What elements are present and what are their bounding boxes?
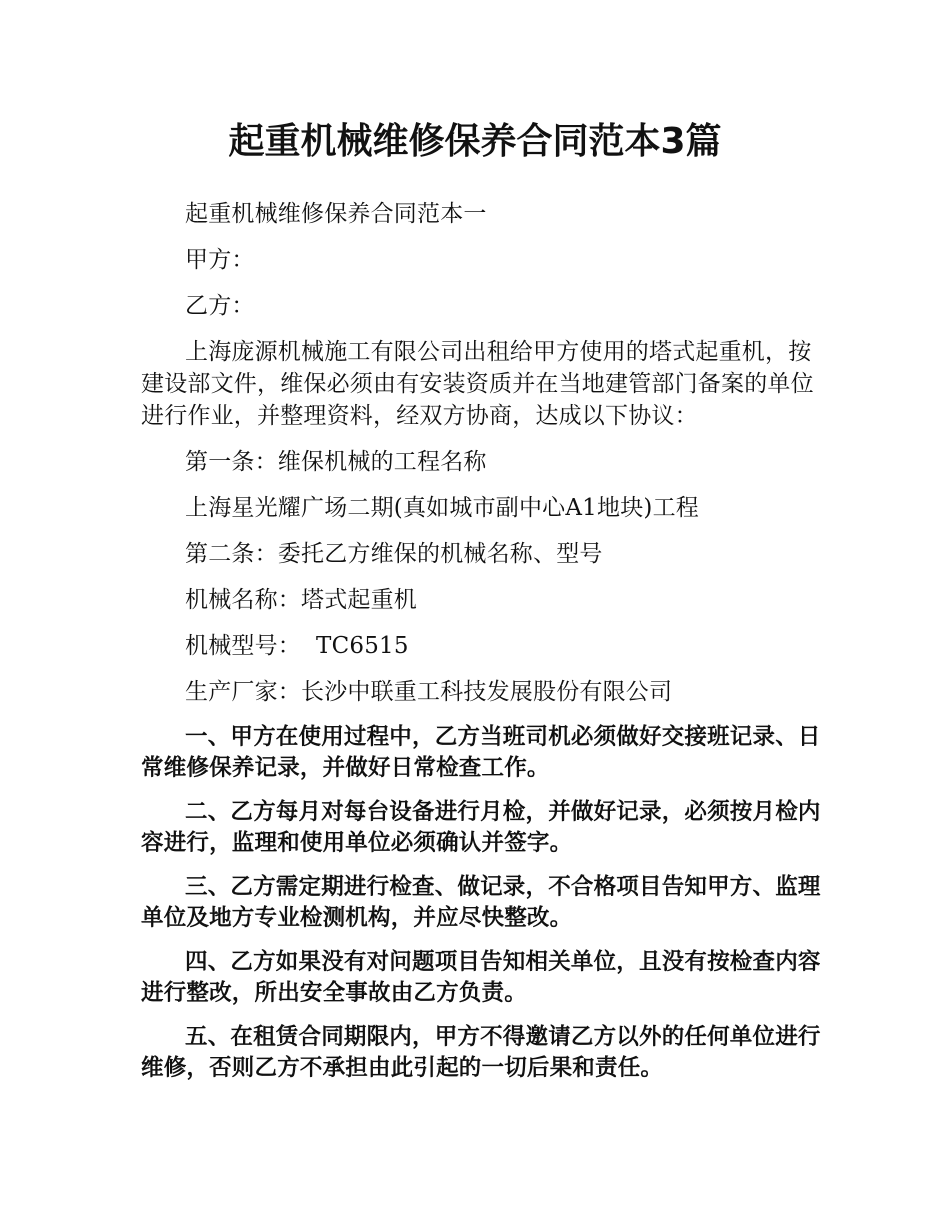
- section-heading: 起重机械维修保养合同范本一: [185, 201, 487, 227]
- party-a-line: 甲方：: [185, 247, 255, 273]
- clause-3: 三、乙方需定期进行检查、做记录，不合格项目告知甲方、监理单位及地方专业检测机构，并应尽快整改。: [141, 874, 821, 931]
- clause-4: 四、乙方如果没有对问题项目告知相关单位，且没有按检查内容进行整改，所出安全事故由乙方负责。: [141, 949, 821, 1006]
- machine-model: 机械型号： TC6515: [185, 633, 409, 659]
- intro-paragraph: 上海庞源机械施工有限公司出租给甲方使用的塔式起重机，按建设部文件，维保必须由有安装资质并在当地建管部门备案的单位进行作业，并整理资料，经双方协商，达成以下协议：: [141, 339, 814, 429]
- clause-1: 一、甲方在使用过程中，乙方当班司机必须做好交接班记录、日常维修保养记录，并做好日常检查工作。: [141, 724, 821, 781]
- document-title: 起重机械维修保养合同范本3篇: [228, 121, 722, 162]
- article-one: 第一条：维保机械的工程名称: [185, 449, 487, 475]
- machine-name: 机械名称：塔式起重机: [185, 587, 417, 613]
- manufacturer: 生产厂家：长沙中联重工科技发展股份有限公司: [185, 679, 673, 705]
- party-b-line: 乙方：: [185, 293, 255, 319]
- document-body: [141, 198, 821, 1097]
- project-name: 上海星光耀广场二期(真如城市副中心A1地块)工程: [185, 495, 699, 521]
- clause-5: 五、在租赁合同期限内，甲方不得邀请乙方以外的任何单位进行维修，否则乙方不承担由此引起的一切后果和责任。: [141, 1024, 821, 1081]
- clause-2: 二、乙方每月对每台设备进行月检，并做好记录，必须按月检内容进行，监理和使用单位必须确认并签字。: [141, 799, 821, 856]
- article-two: 第二条：委托乙方维保的机械名称、型号: [185, 541, 603, 567]
